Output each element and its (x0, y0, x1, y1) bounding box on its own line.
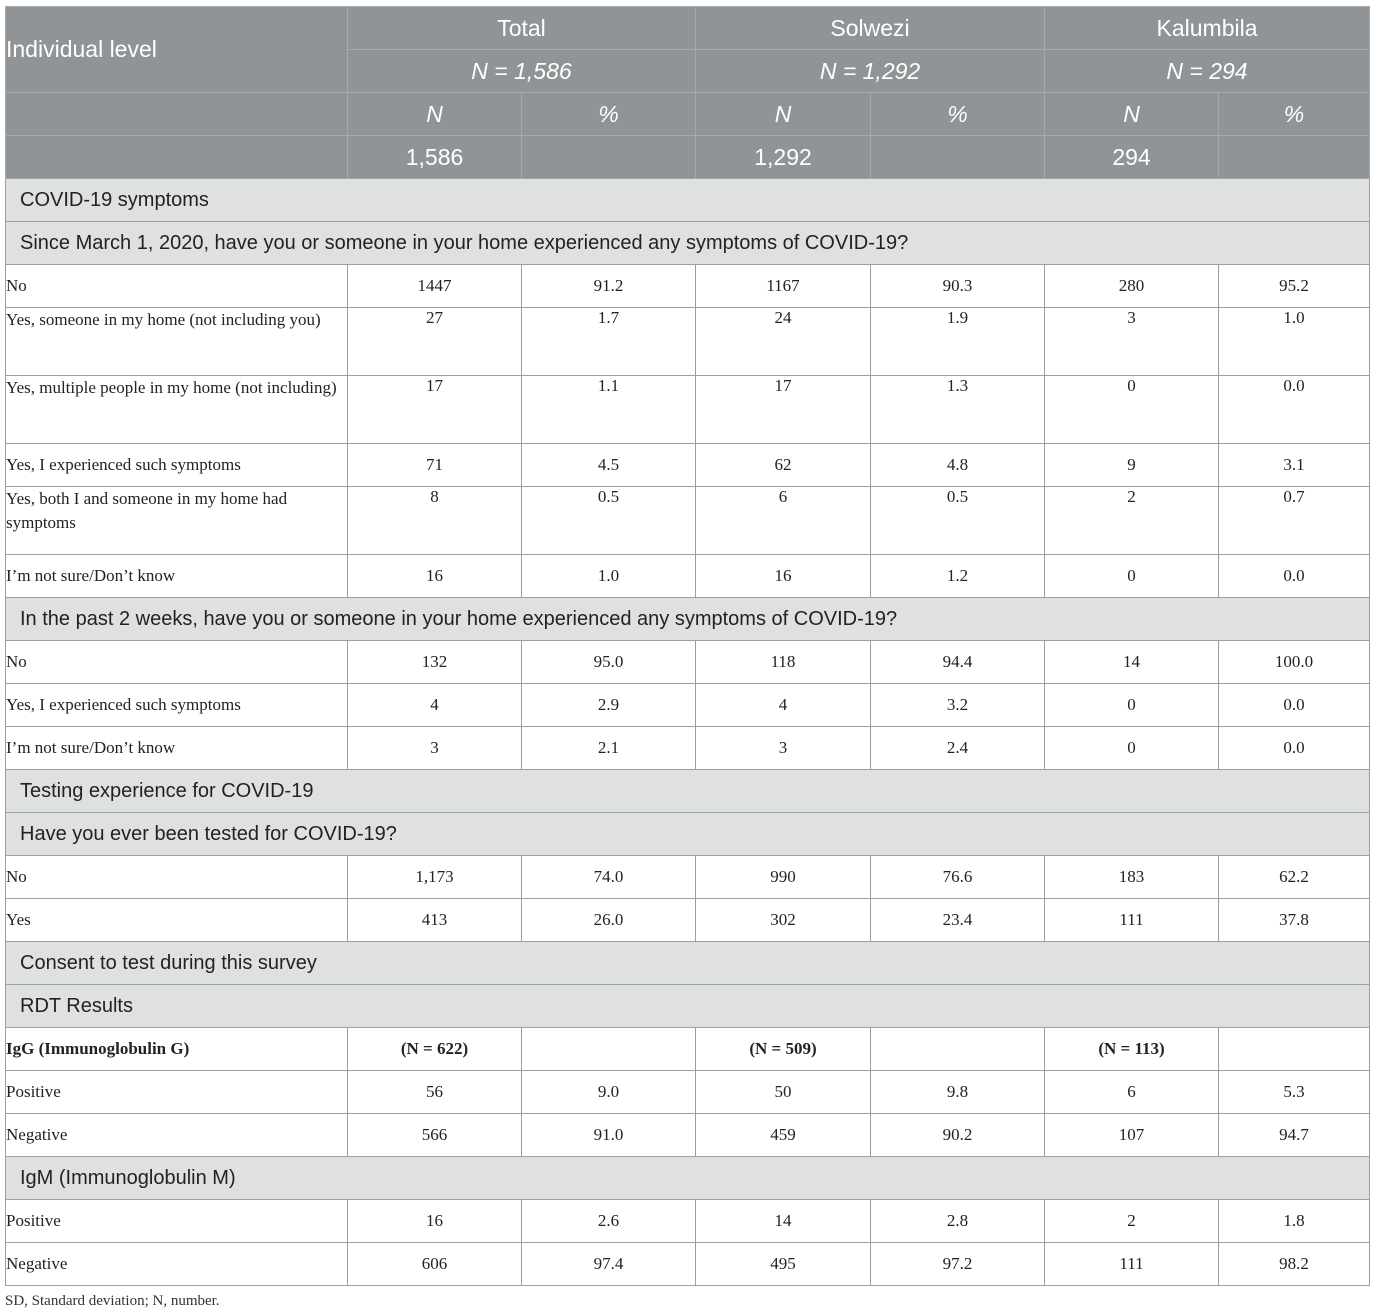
cell-n-kalumbila: 0 (1045, 376, 1219, 444)
table-row (6, 555, 1370, 598)
row-label: Negative (6, 1114, 348, 1157)
question-row (6, 813, 1370, 856)
col-pct-kalumbila: % (1219, 93, 1370, 136)
empty-cell (871, 1028, 1045, 1071)
col-pct-total: % (522, 93, 696, 136)
row-label: IgG (Immunoglobulin G) (6, 1028, 348, 1071)
cell-pct-solwezi: 1.2 (871, 555, 1045, 598)
table-row (6, 1071, 1370, 1114)
group-header-kalumbila: Kalumbila (1045, 7, 1370, 50)
cell-n-solwezi: 50 (696, 1071, 871, 1114)
row-label: I’m not sure/Don’t know (6, 555, 348, 598)
igg-n-solwezi: (N = 509) (696, 1028, 871, 1071)
cell-pct-solwezi: 90.3 (871, 265, 1045, 308)
cell-pct-total: 91.0 (522, 1114, 696, 1157)
cell-n-solwezi: 6 (696, 487, 871, 555)
cell-n-kalumbila: 2 (1045, 487, 1219, 555)
cell-n-kalumbila: 0 (1045, 727, 1219, 770)
question-title: Have you ever been tested for COVID-19? (6, 813, 1370, 856)
cell-n-solwezi: 14 (696, 1200, 871, 1243)
cell-n-solwezi: 990 (696, 856, 871, 899)
cell-pct-solwezi: 3.2 (871, 684, 1045, 727)
header-empty-cell (522, 136, 696, 179)
row-label: Yes, multiple people in my home (not including) (6, 376, 348, 444)
cell-n-kalumbila: 280 (1045, 265, 1219, 308)
igg-n-total: (N = 622) (348, 1028, 522, 1071)
cell-pct-kalumbila: 1.0 (1219, 308, 1370, 376)
cell-pct-total: 1.0 (522, 555, 696, 598)
cell-n-kalumbila: 0 (1045, 684, 1219, 727)
igg-n-kalumbila: (N = 113) (1045, 1028, 1219, 1071)
cell-n-total: 3 (348, 727, 522, 770)
cell-pct-kalumbila: 0.0 (1219, 684, 1370, 727)
cell-pct-total: 1.1 (522, 376, 696, 444)
cell-n-total: 56 (348, 1071, 522, 1114)
cell-pct-solwezi: 90.2 (871, 1114, 1045, 1157)
row-label: Positive (6, 1200, 348, 1243)
header-empty-cell (6, 136, 348, 179)
row-label: Yes (6, 899, 348, 942)
row-label: No (6, 265, 348, 308)
cell-n-solwezi: 118 (696, 641, 871, 684)
total-n-value: 1,586 (348, 136, 522, 179)
cell-pct-total: 2.6 (522, 1200, 696, 1243)
cell-n-kalumbila: 14 (1045, 641, 1219, 684)
section-title: RDT Results (6, 985, 1370, 1028)
table-row (6, 1200, 1370, 1243)
cell-pct-kalumbila: 0.0 (1219, 376, 1370, 444)
table-row (6, 487, 1370, 555)
table-footnote: SD, Standard deviation; N, number. (5, 1293, 220, 1309)
cell-pct-solwezi: 1.3 (871, 376, 1045, 444)
cell-pct-total: 74.0 (522, 856, 696, 899)
cell-pct-total: 0.5 (522, 487, 696, 555)
col-n-kalumbila: N (1045, 93, 1219, 136)
cell-n-total: 413 (348, 899, 522, 942)
row-label: Yes, someone in my home (not including you) (6, 308, 348, 376)
cell-n-solwezi: 302 (696, 899, 871, 942)
section-row (6, 179, 1370, 222)
group-header-solwezi: Solwezi (696, 7, 1045, 50)
cell-pct-kalumbila: 0.7 (1219, 487, 1370, 555)
table-row (6, 899, 1370, 942)
cell-n-kalumbila: 111 (1045, 1243, 1219, 1286)
cell-n-total: 16 (348, 555, 522, 598)
cell-n-solwezi: 3 (696, 727, 871, 770)
cell-pct-solwezi: 2.8 (871, 1200, 1045, 1243)
cell-n-total: 606 (348, 1243, 522, 1286)
section-title: Testing experience for COVID-19 (6, 770, 1370, 813)
cell-pct-total: 4.5 (522, 444, 696, 487)
row-label: No (6, 641, 348, 684)
cell-pct-kalumbila: 37.8 (1219, 899, 1370, 942)
section-title: IgM (Immunoglobulin M) (6, 1157, 1370, 1200)
cell-pct-total: 2.1 (522, 727, 696, 770)
kalumbila-n-value: 294 (1045, 136, 1219, 179)
cell-pct-total: 26.0 (522, 899, 696, 942)
cell-n-solwezi: 16 (696, 555, 871, 598)
cell-n-kalumbila: 2 (1045, 1200, 1219, 1243)
cell-n-solwezi: 24 (696, 308, 871, 376)
cell-pct-solwezi: 94.4 (871, 641, 1045, 684)
cell-pct-solwezi: 4.8 (871, 444, 1045, 487)
cell-pct-solwezi: 9.8 (871, 1071, 1045, 1114)
section-row (6, 985, 1370, 1028)
cell-pct-solwezi: 97.2 (871, 1243, 1045, 1286)
col-n-solwezi: N (696, 93, 871, 136)
group-n-kalumbila: N = 294 (1045, 50, 1370, 93)
empty-cell (522, 1028, 696, 1071)
cell-n-solwezi: 4 (696, 684, 871, 727)
cell-pct-solwezi: 2.4 (871, 727, 1045, 770)
header-empty-cell (6, 93, 348, 136)
table-row (6, 856, 1370, 899)
row-label: Yes, I experienced such symptoms (6, 444, 348, 487)
cell-pct-solwezi: 23.4 (871, 899, 1045, 942)
cell-pct-solwezi: 1.9 (871, 308, 1045, 376)
row-label: No (6, 856, 348, 899)
cell-n-kalumbila: 107 (1045, 1114, 1219, 1157)
cell-pct-kalumbila: 95.2 (1219, 265, 1370, 308)
cell-n-total: 71 (348, 444, 522, 487)
cell-n-total: 1447 (348, 265, 522, 308)
section-row (6, 1157, 1370, 1200)
cell-n-solwezi: 1167 (696, 265, 871, 308)
cell-n-solwezi: 62 (696, 444, 871, 487)
cell-pct-total: 95.0 (522, 641, 696, 684)
cell-pct-total: 2.9 (522, 684, 696, 727)
solwezi-n-value: 1,292 (696, 136, 871, 179)
cell-pct-kalumbila: 94.7 (1219, 1114, 1370, 1157)
question-row (6, 222, 1370, 265)
cell-n-solwezi: 459 (696, 1114, 871, 1157)
cell-n-total: 132 (348, 641, 522, 684)
group-n-total: N = 1,586 (348, 50, 696, 93)
cell-pct-solwezi: 0.5 (871, 487, 1045, 555)
cell-pct-total: 97.4 (522, 1243, 696, 1286)
cell-n-total: 4 (348, 684, 522, 727)
group-n-solwezi: N = 1,292 (696, 50, 1045, 93)
cell-n-solwezi: 17 (696, 376, 871, 444)
cell-pct-kalumbila: 98.2 (1219, 1243, 1370, 1286)
row-label: Yes, both I and someone in my home had symptoms (6, 487, 348, 555)
cell-n-kalumbila: 3 (1045, 308, 1219, 376)
section-row (6, 770, 1370, 813)
question-title: In the past 2 weeks, have you or someone in your home experienced any symptoms of COVID-19? (6, 598, 1370, 641)
row-label: Positive (6, 1071, 348, 1114)
section-title: Consent to test during this survey (6, 942, 1370, 985)
results-table (5, 6, 1370, 1286)
empty-cell (1219, 1028, 1370, 1071)
row-label: I’m not sure/Don’t know (6, 727, 348, 770)
cell-pct-total: 91.2 (522, 265, 696, 308)
header-empty-cell (871, 136, 1045, 179)
cell-pct-solwezi: 76.6 (871, 856, 1045, 899)
cell-pct-kalumbila: 0.0 (1219, 727, 1370, 770)
cell-n-total: 566 (348, 1114, 522, 1157)
section-title: COVID-19 symptoms (6, 179, 1370, 222)
cell-n-kalumbila: 6 (1045, 1071, 1219, 1114)
table-row (6, 727, 1370, 770)
cell-n-total: 16 (348, 1200, 522, 1243)
cell-pct-kalumbila: 1.8 (1219, 1200, 1370, 1243)
header-row-totals (6, 136, 1370, 179)
header-empty-cell (1219, 136, 1370, 179)
cell-n-total: 8 (348, 487, 522, 555)
cell-n-total: 1,173 (348, 856, 522, 899)
cell-pct-total: 1.7 (522, 308, 696, 376)
question-row (6, 598, 1370, 641)
cell-pct-kalumbila: 5.3 (1219, 1071, 1370, 1114)
header-row-cols (6, 93, 1370, 136)
col-pct-solwezi: % (871, 93, 1045, 136)
table-row (6, 1243, 1370, 1286)
col-n-total: N (348, 93, 522, 136)
row-label: Yes, I experienced such symptoms (6, 684, 348, 727)
cell-n-kalumbila: 183 (1045, 856, 1219, 899)
cell-n-kalumbila: 0 (1045, 555, 1219, 598)
igg-header-row (6, 1028, 1370, 1071)
cell-n-total: 27 (348, 308, 522, 376)
table-row (6, 641, 1370, 684)
section-row (6, 942, 1370, 985)
cell-n-kalumbila: 9 (1045, 444, 1219, 487)
group-header-total: Total (348, 7, 696, 50)
cell-pct-kalumbila: 3.1 (1219, 444, 1370, 487)
table-row (6, 1114, 1370, 1157)
row-label: Negative (6, 1243, 348, 1286)
table-row (6, 444, 1370, 487)
cell-pct-kalumbila: 62.2 (1219, 856, 1370, 899)
cell-n-total: 17 (348, 376, 522, 444)
cell-pct-kalumbila: 0.0 (1219, 555, 1370, 598)
cell-n-kalumbila: 111 (1045, 899, 1219, 942)
question-title: Since March 1, 2020, have you or someone in your home experienced any symptoms of COVID-19? (6, 222, 1370, 265)
header-row-groups (6, 7, 1370, 50)
table-row (6, 265, 1370, 308)
table-row (6, 376, 1370, 444)
table-row (6, 684, 1370, 727)
table-row (6, 308, 1370, 376)
row-label-header: Individual level (6, 7, 348, 93)
cell-pct-kalumbila: 100.0 (1219, 641, 1370, 684)
cell-n-solwezi: 495 (696, 1243, 871, 1286)
cell-pct-total: 9.0 (522, 1071, 696, 1114)
